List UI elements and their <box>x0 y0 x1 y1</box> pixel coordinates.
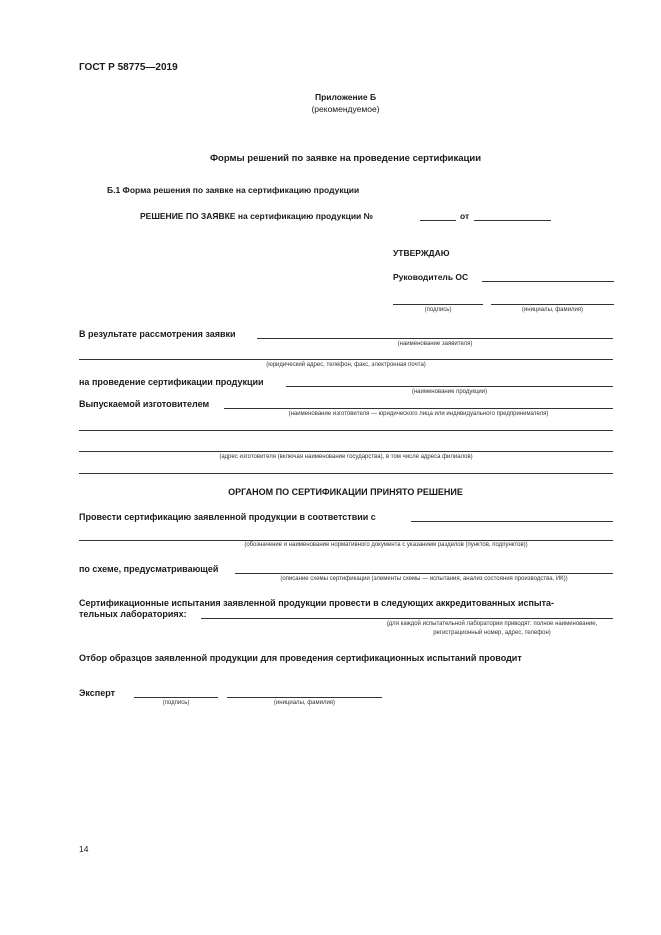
standard-code: ГОСТ Р 58775—2019 <box>79 62 178 73</box>
scheme-label: по схеме, предусматривающей <box>79 564 219 574</box>
manufacturer-extra-line[interactable] <box>79 430 613 431</box>
head-signature-line[interactable] <box>393 304 483 305</box>
head-initials-line[interactable] <box>491 304 614 305</box>
normative-doc-caption: (обозначение и наименование нормативного документа с указанием разделов (пунктов, подпунктов)) <box>244 542 528 548</box>
decision-title-prefix: РЕШЕНИЕ ПО ЗАЯВКЕ на сертификацию продукции № <box>140 211 374 221</box>
product-name-line[interactable] <box>286 386 613 387</box>
decision-heading: ОРГАНОМ ПО СЕРТИФИКАЦИИ ПРИНЯТО РЕШЕНИЕ <box>228 487 463 497</box>
decision-number-line[interactable] <box>420 220 456 221</box>
expert-signature-line[interactable] <box>134 697 218 698</box>
expert-signature-caption: (подпись) <box>162 700 190 706</box>
head-name-line[interactable] <box>482 281 614 282</box>
lab-line[interactable] <box>201 618 613 619</box>
lab-caption-line2: регистрационный номер, адрес, телефон) <box>433 630 551 636</box>
appendix-subtitle: (рекомендуемое) <box>311 104 380 114</box>
head-signature-caption: (подпись) <box>424 307 452 313</box>
review-label: В результате рассмотрения заявки <box>79 329 236 339</box>
manufacturer-address-caption: (адрес изготовителя (включая наименование государства), в том числе адреса филиалов) <box>219 454 473 460</box>
tests-label-line1: Сертификационные испытания заявленной продукции провести в следующих аккредитованных испыта- <box>79 598 555 608</box>
manufacturer-name-caption: (наименование изготовителя — юридического лица или индивидуального предпринимателя) <box>288 411 549 417</box>
decision-date-word: от <box>460 211 470 221</box>
scheme-caption: (описание схемы сертификации (элементы схемы — испытания, анализ состояния производства, ИК)) <box>280 576 568 582</box>
normative-doc-extra-line[interactable] <box>79 540 613 541</box>
legal-address-caption: (юридический адрес, телефон, факс, электронная почта) <box>266 362 426 368</box>
decision-date-line[interactable] <box>474 220 551 221</box>
subsection-title: Б.1 Форма решения по заявке на сертификацию продукции <box>107 185 360 195</box>
lab-caption-line1: (для каждой испытательной лаборатории приводят: полное наименование, <box>386 621 598 627</box>
head-initials-caption: (инициалы, фамилия) <box>521 307 584 313</box>
product-name-caption: (наименование продукции) <box>411 389 488 395</box>
legal-address-line[interactable] <box>79 359 613 360</box>
expert-initials-caption: (инициалы, фамилия) <box>273 700 336 706</box>
manufacturer-address-extra-line[interactable] <box>79 473 613 474</box>
applicant-name-caption: (наименование заявителя) <box>397 341 473 347</box>
sampling-label: Отбор образцов заявленной продукции для проведения сертификационных испытаний проводит <box>79 653 522 663</box>
certification-label: на проведение сертификации продукции <box>79 377 264 387</box>
manufacturer-label: Выпускаемой изготовителем <box>79 399 210 409</box>
scheme-line[interactable] <box>235 573 613 574</box>
head-label: Руководитель ОС <box>393 272 469 282</box>
manufacturer-name-line[interactable] <box>224 408 613 409</box>
page-number: 14 <box>79 844 89 854</box>
approve-label: УТВЕРЖДАЮ <box>393 248 450 258</box>
expert-label: Эксперт <box>79 688 116 698</box>
tests-label-line2: тельных лабораториях: <box>79 609 187 619</box>
expert-initials-line[interactable] <box>227 697 382 698</box>
manufacturer-address-line[interactable] <box>79 451 613 452</box>
applicant-name-line[interactable] <box>257 338 613 339</box>
appendix-title: Приложение Б <box>314 92 377 102</box>
normative-doc-line[interactable] <box>411 521 613 522</box>
conduct-label: Провести сертификацию заявленной продукции в соответствии с <box>79 512 376 522</box>
section-title: Формы решений по заявке на проведение сертификации <box>209 153 482 164</box>
